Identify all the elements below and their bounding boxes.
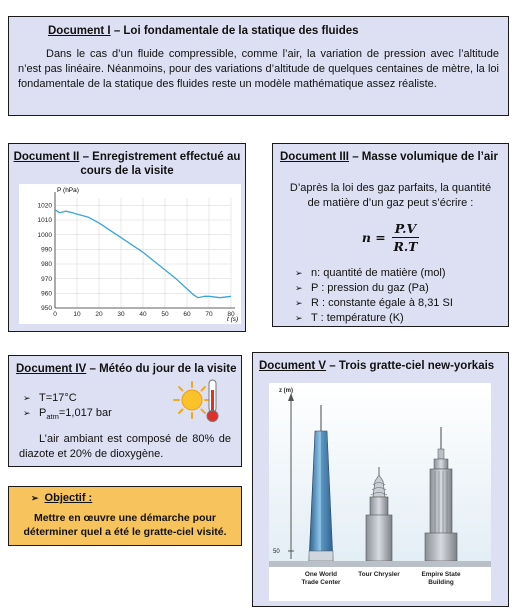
doc1-heading	[18, 24, 499, 38]
doc4-label: Document IV	[16, 363, 87, 375]
doc3-intro: D’après la loi des gaz parfaits, la quantité de matière d’un gaz peut s’écrire :	[289, 182, 492, 209]
doc1-label: Document I	[48, 25, 111, 37]
doc3-box	[272, 143, 509, 327]
x-tick-label: 70	[205, 311, 213, 318]
doc4-title: – Météo du jour de la visite	[86, 363, 237, 375]
x-tick-label: 30	[117, 311, 125, 318]
doc2-heading	[9, 144, 245, 178]
doc2-box	[8, 143, 246, 332]
x-tick-label: 40	[139, 311, 147, 318]
doc1-text: Dans le cas d’un fluide compressible, comme l’air, la variation de pression avec l’altitude n’est pas linéaire. Néanmoins, pour des variations d’altitude de quelques centaines de mètre, la loi fondamentale de la statique des fluides reste un modèle mathématique assez réaliste.	[18, 48, 499, 90]
doc1-box	[8, 16, 509, 116]
x-tick-label: 80	[227, 311, 235, 318]
list-item: ➢ n: quantité de matière (mol)	[295, 267, 446, 279]
label-tour-chrysler: Tour Chrysler	[358, 571, 400, 578]
arrow-bullet-icon: ➢	[23, 408, 31, 418]
arrow-bullet-icon: ➢	[295, 268, 303, 278]
z-tick-label: 50	[273, 549, 280, 555]
x-tick-label: 50	[161, 311, 169, 318]
temperature-item: ➢ T=17°C	[23, 392, 77, 404]
arrow-bullet-icon: ➢	[31, 493, 39, 503]
doc5-box	[252, 352, 509, 607]
x-tick-label: 10	[73, 311, 81, 318]
objective-label: Objectif :	[44, 492, 93, 504]
formula-denominator: R.T	[393, 239, 418, 254]
objective-heading	[9, 487, 241, 505]
doc2-title: – Enregistrement effectué au cours de la visite	[79, 151, 241, 177]
x-tick-label: 0	[53, 311, 57, 318]
gas-law-formula	[273, 221, 508, 254]
arrow-bullet-icon: ➢	[295, 298, 303, 308]
y-tick-label: 970	[41, 275, 52, 283]
doc5-title: – Trois gratte-ciel new-yorkais	[326, 360, 495, 372]
formula-numerator: P.V	[392, 221, 419, 238]
list-item: ➢ R : constante égale à 8,31 SI	[295, 297, 453, 309]
doc4-text: L’air ambiant est composé de 80% de diazote et 20% de dioxygène.	[19, 433, 231, 461]
label-one-world-trade-center: One World Trade Center	[301, 571, 341, 586]
list-item: ➢ P : pression du gaz (Pa)	[295, 282, 429, 294]
doc3-variable-list	[289, 266, 508, 326]
y-tick-label: 990	[41, 246, 52, 254]
y-tick-label: 1020	[37, 202, 52, 210]
doc3-label: Document III	[280, 151, 350, 163]
skyscrapers-illustration	[269, 383, 491, 601]
doc5-label: Document V	[259, 360, 327, 372]
y-tick-label: 1010	[37, 217, 52, 225]
doc3-heading	[273, 144, 508, 164]
arrow-bullet-icon: ➢	[295, 283, 303, 293]
y-tick-label: 960	[41, 290, 52, 298]
z-axis-label: z (m)	[279, 388, 293, 394]
doc3-title: – Masse volumique de l’air	[349, 151, 498, 163]
doc5-heading	[253, 353, 508, 373]
sun-thermometer-icon	[171, 376, 225, 426]
doc2-label: Document II	[13, 151, 80, 163]
doc1-title: – Loi fondamentale de la statique des fluides	[110, 25, 359, 37]
x-tick-label: 20	[95, 311, 103, 318]
y-axis-label: P (hPa)	[57, 187, 79, 194]
x-axis-label: t (s)	[227, 316, 239, 323]
label-empire-state-building: Empire State Building	[421, 571, 461, 586]
y-tick-label: 950	[41, 305, 52, 313]
x-tick-label: 60	[183, 311, 191, 318]
pressure-item: ➢ $P_{atm}=1,017$ bar	[23, 407, 112, 422]
objective-box	[8, 486, 242, 546]
formula-lhs: n =	[361, 230, 386, 245]
formula-fraction	[392, 221, 419, 254]
objective-text: Mettre en œuvre une démarche pour déterminer quel a été le gratte-ciel visité.	[23, 512, 227, 538]
arrow-bullet-icon: ➢	[23, 393, 31, 403]
y-tick-label: 1000	[37, 231, 52, 239]
ground	[269, 561, 491, 567]
y-tick-label: 980	[41, 261, 52, 269]
doc4-heading	[9, 356, 241, 376]
arrow-bullet-icon: ➢	[295, 313, 303, 323]
list-item: ➢ T : température (K)	[295, 312, 404, 324]
pressure-chart	[19, 184, 241, 324]
doc4-box	[8, 355, 242, 467]
